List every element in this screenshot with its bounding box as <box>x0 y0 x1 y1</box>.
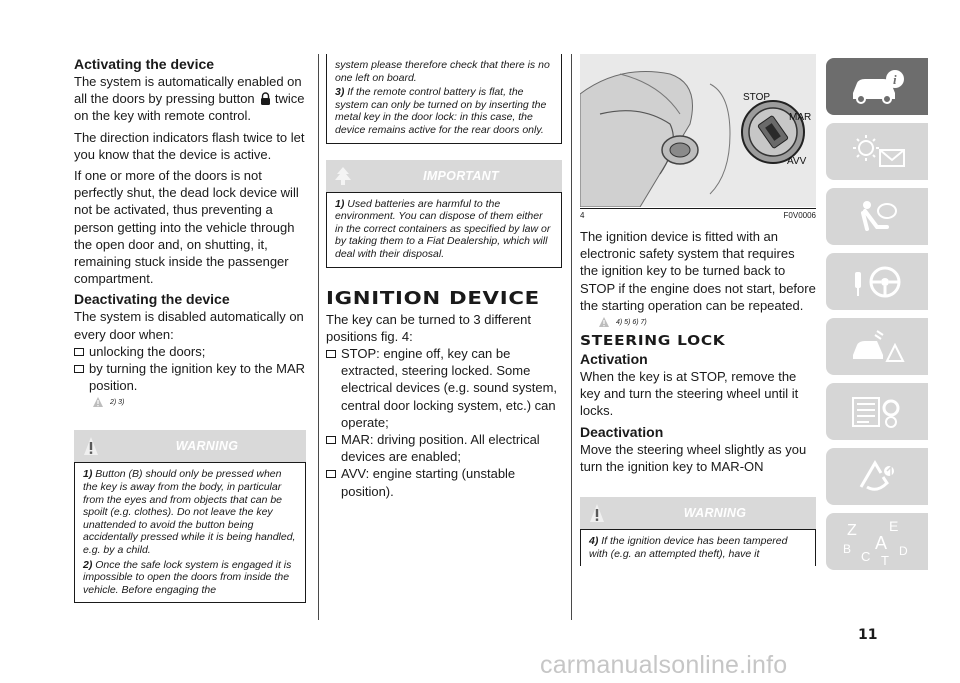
activation-paragraph: When the key is at STOP, remove the key and turn the steering wheel until it locks. <box>580 369 799 419</box>
environment-tree-icon <box>334 166 352 186</box>
important-banner <box>326 160 562 192</box>
avv-label: AVV <box>787 156 807 167</box>
chapter-tabs <box>826 58 928 578</box>
reference-line: 2) 3) <box>92 396 306 408</box>
deactivation-heading: Deactivation <box>580 423 664 440</box>
svg-text:Z: Z <box>847 521 857 539</box>
lock-icon <box>260 92 271 105</box>
exclamation-icon <box>83 436 99 456</box>
bullet-box-icon <box>326 470 336 478</box>
warning-banner <box>580 497 816 529</box>
warning-notes: 1) Button (B) should only be pressed when the key is away from the body, in particular from the eyes and from objects that can be spoilt (e.g. clothes). Do not leave the key unattended to avoid the button being accidentally pressed while it is being handled, e.g. by a child. 2) Once the safe lock system is engaged it is impossible to open the doors from inside the vehicle. Before engaging the <box>74 462 306 603</box>
activating-heading: Activating the device <box>74 56 215 72</box>
warning-triangle-icon <box>598 316 610 328</box>
tab-index[interactable] <box>826 513 928 570</box>
exclamation-icon <box>589 503 605 523</box>
ignition-safety-paragraph: The ignition device is fitted with an electronic safety system that requires the ignition key to be turned back to STOP if the engine does not start, before the starting operation can be repeated. <box>580 229 816 313</box>
warning-notes-continued: system please therefore check that there is no one left on board. 3) If the remote control battery is flat, the system can only be turned on by inserting the metal key in the door lock: in this case, the device remains active for the rear doors only. <box>326 54 562 144</box>
bullet-box-icon <box>326 436 336 444</box>
tab-multimedia[interactable] <box>826 448 928 505</box>
column-1 <box>74 54 306 603</box>
tab-car-info[interactable] <box>826 58 928 115</box>
index-icon <box>837 517 917 567</box>
column-3 <box>580 54 816 566</box>
svg-text:i: i <box>893 71 897 87</box>
svg-text:D: D <box>899 543 908 558</box>
column-divider <box>571 54 572 620</box>
tab-safety[interactable] <box>826 188 928 245</box>
svg-text:B: B <box>843 541 852 556</box>
important-title: IMPORTANT <box>423 168 499 183</box>
stop-label: STOP <box>743 92 771 103</box>
svg-text:E: E <box>889 517 899 534</box>
warning-title: WARNING <box>175 439 239 454</box>
tab-starting-driving[interactable] <box>826 253 928 310</box>
deactivating-paragraph: The system is disabled automatically on every door when: <box>74 309 304 342</box>
column-2 <box>326 54 562 500</box>
maintenance-icon <box>847 392 907 432</box>
list-item: AVV: engine starting (unstable position). <box>326 465 562 499</box>
steering-lock-heading: STEERING LOCK <box>580 334 726 350</box>
tab-maintenance[interactable] <box>826 383 928 440</box>
figure-number: 4 <box>580 211 585 220</box>
list-item: by turning the ignition key to the MAR position. <box>74 360 306 394</box>
list-item: STOP: engine off, key can be extracted, steering locked. Some electrical devices (e.g. sound system, central door locking system, etc.) can operate; <box>326 345 562 431</box>
activating-paragraph: The system is automatically enabled on all the doors by pressing button twice on the key with remote control. <box>74 74 305 124</box>
svg-text:C: C <box>861 548 871 564</box>
list-item: unlocking the doors; <box>74 343 306 360</box>
deactivation-paragraph: Move the steering wheel slightly as you turn the ignition key to MAR-ON <box>580 441 807 474</box>
warning-banner <box>74 430 306 462</box>
tab-emergency[interactable] <box>826 318 928 375</box>
warning-notes: 4) If the ignition device has been tampered with (e.g. an attempted theft), have it <box>580 529 816 566</box>
warning-triangle-icon <box>92 396 104 408</box>
watermark: carmanualsonline.info <box>540 651 788 679</box>
emergency-icon <box>847 327 907 367</box>
bullet-box-icon <box>326 350 336 358</box>
indicator-paragraph: The direction indicators flash twice to let you know that the device is active. <box>74 129 305 162</box>
tab-warning-lights[interactable] <box>826 123 928 180</box>
reference-line: 4) 5) 6) 7) <box>598 316 816 328</box>
column-divider <box>318 54 319 620</box>
airbag-safety-icon <box>847 197 907 237</box>
warning-lights-icon <box>842 132 912 172</box>
deactivating-heading: Deactivating the device <box>74 291 230 308</box>
important-notes: 1) Used batteries are harmful to the environment. You can dispose of them either in the correct containers as specified by law or by taking them to a Fiat Dealership, which will deal with their disposal. <box>326 192 562 268</box>
bullet-box-icon <box>74 365 84 373</box>
svg-text:T: T <box>881 552 889 567</box>
svg-text:A: A <box>875 532 888 553</box>
figure-caption <box>580 208 816 220</box>
key-positions-paragraph: The key can be turned to 3 different positions fig. 4: <box>326 311 532 344</box>
ignition-device-heading: IGNITION DEVICE <box>326 287 540 309</box>
activation-heading: Activation <box>580 351 648 368</box>
key-steering-icon <box>847 262 907 302</box>
warning-title: WARNING <box>683 506 747 521</box>
figure-code: F0V0006 <box>783 211 816 220</box>
bullet-box-icon <box>74 348 84 356</box>
multimedia-icon <box>847 457 907 497</box>
mar-label: MAR <box>789 112 812 123</box>
car-info-icon <box>847 67 907 107</box>
deadlock-paragraph: If one or more of the doors is not perfectly shut, the dead lock device will not be activated, thus preventing a person getting into the vehicle through the open door and, on shutting, it, remaining stuck inside the passenger compartment. <box>74 168 299 287</box>
list-item: MAR: driving position. All electrical devices are enabled; <box>326 431 562 465</box>
page-number: 11 <box>858 627 878 643</box>
ignition-illustration <box>580 54 816 207</box>
ignition-figure <box>580 54 816 207</box>
